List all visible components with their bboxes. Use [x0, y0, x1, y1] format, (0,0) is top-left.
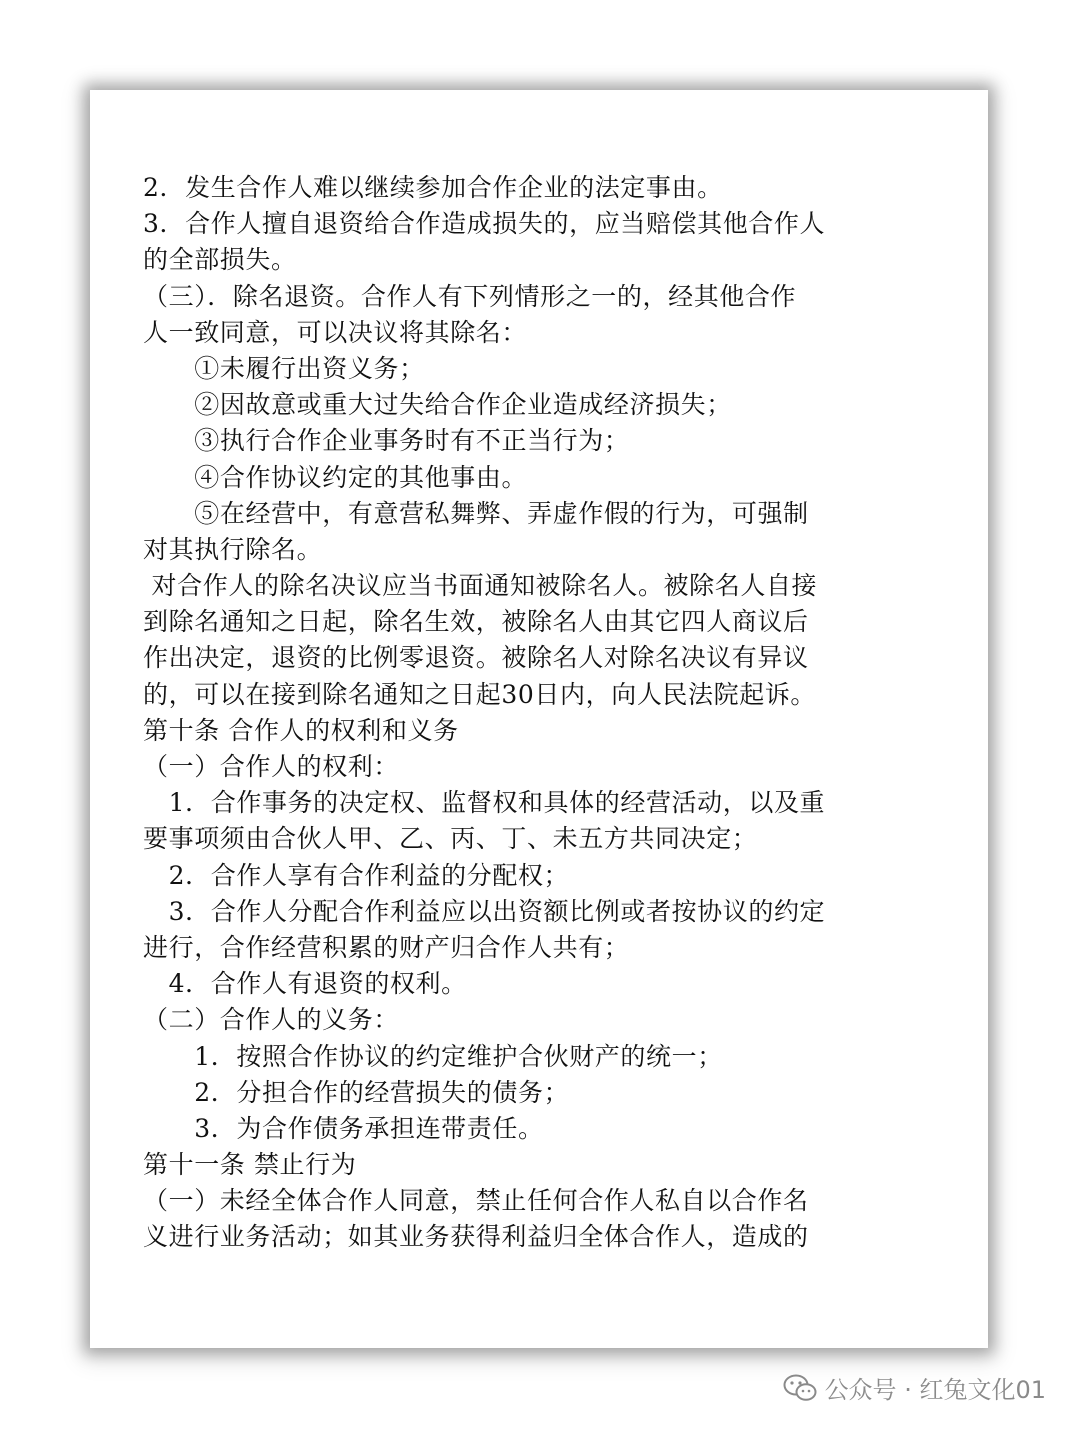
- section-heading: 第十条 合作人的权利和义务: [143, 715, 459, 745]
- text-line: 1．按照合作协议的约定维护合伙财产的统一；: [143, 1041, 723, 1071]
- text-line: 要事项须由合伙人甲、乙、丙、丁、未五方共同决定；: [143, 824, 758, 854]
- text-line: 2．发生合作人难以继续参加合作企业的法定事由。: [143, 173, 723, 202]
- text-line: 1．合作事务的决定权、监督权和具体的经营活动，以及重: [143, 788, 826, 818]
- text-line: 3．合作人分配合作利益应以出资额比例或者按协议的约定: [143, 896, 826, 926]
- text-line: 的全部损失。: [143, 245, 297, 275]
- text-line: 人一致同意，可以决议将其除名：: [143, 317, 528, 347]
- text-line: （一）合作人的权利：: [143, 752, 400, 781]
- text-line: 3．合作人擅自退资给合作造成损失的，应当赔偿其他合作人: [143, 209, 826, 239]
- text-line: 2．合作人享有合作利益的分配权；: [143, 860, 570, 890]
- text-line: （二）合作人的义务：: [143, 1005, 400, 1035]
- text-line: 对其执行除名。: [143, 534, 323, 564]
- text-line: ①未履行出资义务；: [143, 353, 425, 383]
- text-line: （三）．除名退资。合作人有下列情形之一的，经其他合作: [143, 281, 797, 311]
- text-line: 作出决定，退资的比例零退资。被除名人对除名决议有异议: [143, 643, 809, 673]
- text-line: 到除名通知之日起，除名生效，被除名人由其它四人商议后: [143, 607, 809, 637]
- text-line: 的，可以在接到除名通知之日起30日内，向人民法院起诉。: [143, 679, 817, 709]
- text-line: ④合作协议约定的其他事由。: [143, 462, 528, 492]
- section-heading: 第十一条 禁止行为: [143, 1150, 357, 1180]
- text-line: 对合作人的除名决议应当书面通知被除名人。被除名人自接: [143, 571, 818, 601]
- text-line: ②因故意或重大过失给合作企业造成经济损失；: [143, 390, 732, 420]
- text-line: （一）未经全体合作人同意，禁止任何合作人私自以合作名: [143, 1186, 809, 1216]
- document-page: [90, 90, 988, 1348]
- text-line: 2．分担合作的经营损失的债务；: [143, 1077, 570, 1107]
- watermark-text: 公众号 · 红兔文化01: [824, 1376, 1046, 1404]
- text-line: 3．为合作债务承担连带责任。: [143, 1113, 544, 1143]
- wechat-icon: [783, 1373, 817, 1403]
- watermark: [783, 1370, 1046, 1405]
- text-line: 义进行业务活动；如其业务获得利益归全体合作人，造成的: [143, 1222, 809, 1252]
- text-line: 进行，合作经营积累的财产归合作人共有；: [143, 932, 630, 962]
- document-body: [143, 170, 943, 1256]
- text-line: ⑤在经营中，有意营私舞弊、弄虚作假的行为，可强制: [143, 498, 809, 528]
- text-line: 4．合作人有退资的权利。: [143, 969, 467, 999]
- text-line: ③执行合作企业事务时有不正当行为；: [143, 426, 630, 456]
